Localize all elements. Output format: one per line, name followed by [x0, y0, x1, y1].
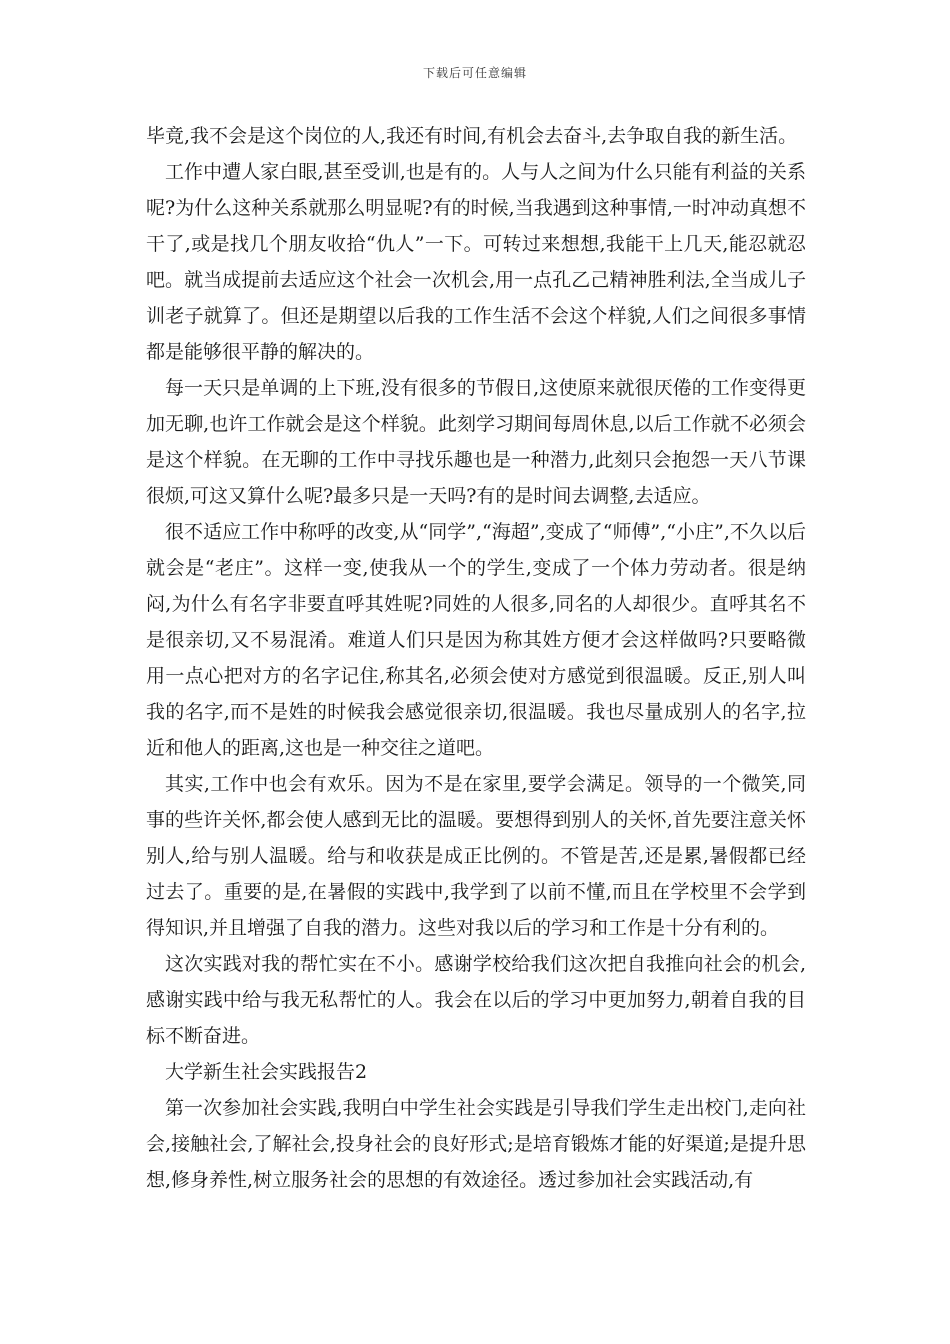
page-header: 下载后可任意编辑 — [422, 66, 527, 80]
paragraph: 其实,工作中也会有欢乐。因为不是在家里,要学会满足。领导的一个微笑,同事的些许关怀,都会使人感到无比的温暖。要想得到别人的关怀,首先要注意关怀别人,给与别人温暖。给与和收获是成正比例的。不管是苦,还是累,暑假都已经过去了。重要的是,在暑假的实践中,我学到了以前不懂,而且在学校里不会学到得知识,并且增强了自我的潜力。这些对我以后的学习和工作是十分有利的。 — [146, 773, 806, 939]
paragraph: 每一天只是单调的上下班,没有很多的节假日,这使原来就很厌倦的工作变得更加无聊,也许工作就会是这个样貌。此刻学习期间每周休息,以后工作就不必须会是这个样貌。在无聊的工作中寻找乐趣也是一种潜力,此刻只会抱怨一天八节课很烦,可这又算什么呢?最多只是一天吗?有的是时间去调整,去适应。 — [146, 377, 806, 507]
paragraph: 工作中遭人家白眼,甚至受训,也是有的。人与人之间为什么只能有利益的关系呢?为什么这种关系就那么明显呢?有的时候,当我遇到这种事情,一时冲动真想不干了,或是找几个朋友收拾“仇人”一下。可转过来想想,我能干上几天,能忍就忍吧。就当成提前去适应这个社会一次机会,用一点孔乙己精神胜利法,全当成儿子训老子就算了。但还是期望以后我的工作生活不会这个样貌,人们之间很多事情都是能够很平静的解决的。 — [146, 161, 806, 363]
section-heading: 大学新生社会实践报告2 — [165, 1061, 368, 1083]
document-body — [146, 118, 806, 1198]
paragraph: 第一次参加社会实践,我明白中学生社会实践是引导我们学生走出校门,走向社会,接触社会,了解社会,投身社会的良好形式;是培育锻炼才能的好渠道;是提升思想,修身养性,树立服务社会的思想的有效途径。透过参加社会实践活动,有 — [146, 1097, 806, 1191]
paragraph: 毕竟,我不会是这个岗位的人,我还有时间,有机会去奋斗,去争取自我的新生活。 — [146, 125, 798, 147]
paragraph: 很不适应工作中称呼的改变,从“同学”,“海超”,变成了“师傅”,“小庄”,不久以后就会是“老庄”。这样一变,使我从一个的学生,变成了一个体力劳动者。很是纳闷,为什么有名字非要直呼其姓呢?同姓的人很多,同名的人却很少。直呼其名不是很亲切,又不易混淆。难道人们只是因为称其姓方便才会这样做吗?只要略微用一点心把对方的名字记住,称其名,必须会使对方感觉到很温暖。反正,别人叫我的名字,而不是姓的时候我会感觉很亲切,很温暖。我也尽量成别人的名字,拉近和他人的距离,这也是一种交往之道吧。 — [146, 521, 806, 759]
paragraph: 这次实践对我的帮忙实在不小。感谢学校给我们这次把自我推向社会的机会,感谢实践中给与我无私帮忙的人。我会在以后的学习中更加努力,朝着自我的目标不断奋进。 — [146, 953, 806, 1047]
